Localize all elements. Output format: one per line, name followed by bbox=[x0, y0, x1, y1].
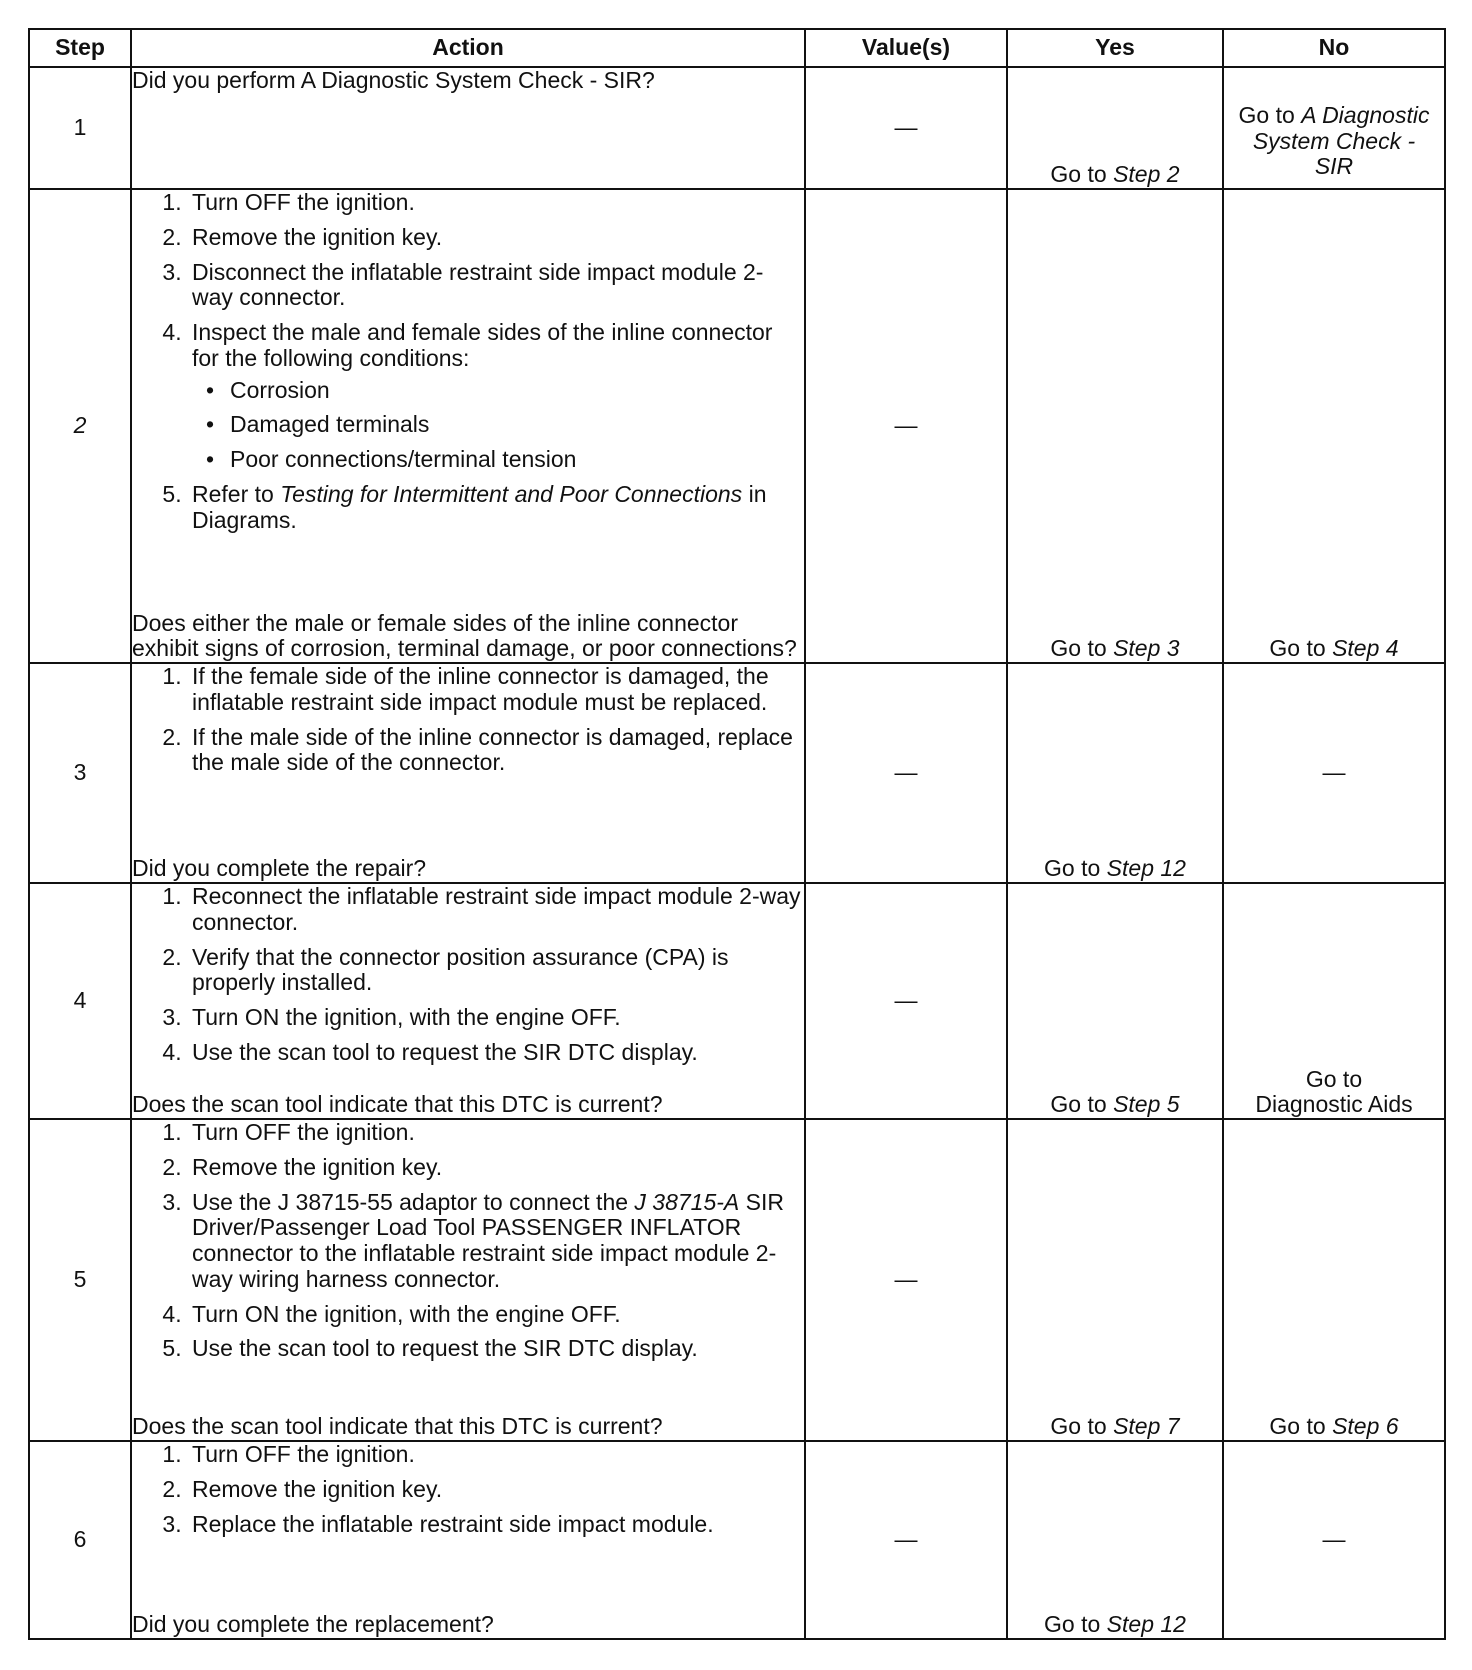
table-row bbox=[29, 1441, 1445, 1639]
list-item: 1. If the female side of the inline connector is damaged, the inflatable restraint side impact module must be replaced. bbox=[188, 664, 804, 716]
yes-prefix: Go to bbox=[1050, 1091, 1114, 1118]
value-cell: — bbox=[805, 1441, 1007, 1639]
list-item: 2. Verify that the connector position assurance (CPA) is properly installed. bbox=[188, 945, 804, 997]
yes-prefix: Go to bbox=[1044, 855, 1107, 882]
step-number: 5 bbox=[29, 1119, 131, 1441]
yes-prefix: Go to bbox=[1044, 1611, 1107, 1638]
list-item: 4. Use the scan tool to request the SIR DTC display. bbox=[188, 1040, 804, 1066]
yes-ref: Step 3 bbox=[1113, 635, 1180, 662]
header-action: Action bbox=[131, 29, 805, 67]
action-question: Does the scan tool indicate that this DTC is current? bbox=[132, 1091, 663, 1118]
list-item: 2. Remove the ignition key. bbox=[188, 225, 804, 251]
no-cell: — bbox=[1223, 1441, 1445, 1639]
list-item: 5. Use the scan tool to request the SIR DTC display. bbox=[188, 1336, 804, 1362]
no-ref: A Diagnostic System Check - SIR bbox=[1252, 101, 1430, 180]
yes-cell bbox=[1007, 663, 1223, 883]
header-no: No bbox=[1223, 29, 1445, 67]
action-cell bbox=[131, 1441, 805, 1639]
list-item: 1. Turn OFF the ignition. bbox=[188, 190, 804, 216]
table-row bbox=[29, 883, 1445, 1119]
bullet-item: • Damaged terminals bbox=[226, 412, 804, 438]
step-number: 3 bbox=[29, 663, 131, 883]
action-cell bbox=[131, 189, 805, 663]
list-item: 3. Replace the inflatable restraint side impact module. bbox=[188, 1512, 804, 1538]
no-ref: Step 4 bbox=[1332, 635, 1399, 662]
step-number: 4 bbox=[29, 883, 131, 1119]
table-row bbox=[29, 67, 1445, 189]
yes-ref: Step 5 bbox=[1113, 1091, 1180, 1118]
action-list bbox=[132, 190, 804, 542]
action-question: Does the scan tool indicate that this DTC is current? bbox=[132, 1413, 663, 1440]
value-cell: — bbox=[805, 189, 1007, 663]
header-row bbox=[29, 29, 1445, 67]
list-item: 1. Reconnect the inflatable restraint side impact module 2-way connector. bbox=[188, 884, 804, 936]
no-cell bbox=[1223, 883, 1445, 1119]
list-item: 2. Remove the ignition key. bbox=[188, 1155, 804, 1181]
list-item: 1. Turn OFF the ignition. bbox=[188, 1442, 804, 1468]
action-question: Did you perform A Diagnostic System Check - SIR? bbox=[132, 67, 655, 93]
list-item-prefix: Use the J 38715-55 adaptor to connect the bbox=[192, 1188, 635, 1215]
list-item: 2. If the male side of the inline connector is damaged, replace the male side of the connector. bbox=[188, 725, 804, 777]
list-item-suffix: SIR Driver/Passenger Load Tool PASSENGER INFLATOR connector to the inflatable restraint side impact module 2-way wiring harness connector. bbox=[192, 1188, 785, 1292]
list-item: 1. Turn OFF the ignition. bbox=[188, 1120, 804, 1146]
no-cell bbox=[1223, 67, 1445, 189]
no-line: Diagnostic Aids bbox=[1255, 1091, 1413, 1118]
action-cell bbox=[131, 883, 805, 1119]
action-question: Did you complete the repair? bbox=[132, 855, 427, 882]
no-line: Go to bbox=[1305, 1065, 1363, 1092]
bullet-item: • Poor connections/terminal tension bbox=[226, 447, 804, 473]
yes-cell bbox=[1007, 1119, 1223, 1441]
action-list bbox=[132, 1120, 804, 1366]
value-cell: — bbox=[805, 663, 1007, 883]
table-row bbox=[29, 1119, 1445, 1441]
no-prefix: Go to bbox=[1269, 635, 1333, 662]
yes-cell bbox=[1007, 67, 1223, 189]
yes-ref: Step 12 bbox=[1106, 1611, 1186, 1638]
list-item: 3. Disconnect the inflatable restraint side impact module 2-way connector. bbox=[188, 260, 804, 312]
yes-ref: Step 7 bbox=[1113, 1413, 1180, 1440]
yes-prefix: Go to bbox=[1050, 635, 1114, 662]
action-cell bbox=[131, 1119, 805, 1441]
no-prefix: Go to bbox=[1238, 101, 1302, 128]
no-ref: Step 6 bbox=[1332, 1413, 1399, 1440]
list-item bbox=[188, 482, 804, 534]
step-number: 1 bbox=[29, 67, 131, 189]
header-step: Step bbox=[29, 29, 131, 67]
header-values: Value(s) bbox=[805, 29, 1007, 67]
bullet-list bbox=[192, 378, 804, 473]
yes-prefix: Go to bbox=[1050, 161, 1114, 188]
no-cell: — bbox=[1223, 663, 1445, 883]
table-row bbox=[29, 189, 1445, 663]
value-cell: — bbox=[805, 67, 1007, 189]
list-item-suffix: in Diagrams. bbox=[192, 480, 767, 533]
list-item-prefix: Refer to bbox=[192, 480, 281, 507]
header-yes: Yes bbox=[1007, 29, 1223, 67]
yes-cell bbox=[1007, 883, 1223, 1119]
yes-cell bbox=[1007, 1441, 1223, 1639]
action-cell bbox=[131, 663, 805, 883]
list-item: 4. Turn ON the ignition, with the engine OFF. bbox=[188, 1302, 804, 1328]
list-item bbox=[188, 320, 804, 473]
action-question: Did you complete the replacement? bbox=[132, 1611, 494, 1638]
no-cell bbox=[1223, 1119, 1445, 1441]
bullet-item: • Corrosion bbox=[226, 378, 804, 404]
table-row bbox=[29, 663, 1445, 883]
yes-ref: Step 12 bbox=[1106, 855, 1186, 882]
value-cell: — bbox=[805, 1119, 1007, 1441]
action-cell bbox=[131, 67, 805, 189]
action-list bbox=[132, 1442, 804, 1546]
action-list bbox=[132, 884, 804, 1070]
list-item-text: Inspect the male and female sides of the inline connector for the following conditions: bbox=[192, 319, 773, 371]
list-item: 2. Remove the ignition key. bbox=[188, 1477, 804, 1503]
value-cell: — bbox=[805, 883, 1007, 1119]
no-cell bbox=[1223, 189, 1445, 663]
tool-ref: J 38715-A bbox=[634, 1188, 740, 1215]
no-prefix: Go to bbox=[1269, 1413, 1333, 1440]
list-item: 3. Turn ON the ignition, with the engine OFF. bbox=[188, 1005, 804, 1031]
reference-link: Testing for Intermittent and Poor Connections bbox=[280, 480, 743, 507]
step-number: 6 bbox=[29, 1441, 131, 1639]
list-item bbox=[188, 1190, 804, 1293]
step-number: 2 bbox=[29, 189, 131, 663]
yes-cell bbox=[1007, 189, 1223, 663]
yes-ref: Step 2 bbox=[1113, 161, 1180, 188]
action-question: Does either the male or female sides of the inline connector exhibit signs of corrosion, terminal damage, or poor connections? bbox=[132, 609, 797, 662]
action-list bbox=[132, 664, 804, 785]
diagnostic-table bbox=[28, 28, 1446, 1640]
yes-prefix: Go to bbox=[1050, 1413, 1114, 1440]
